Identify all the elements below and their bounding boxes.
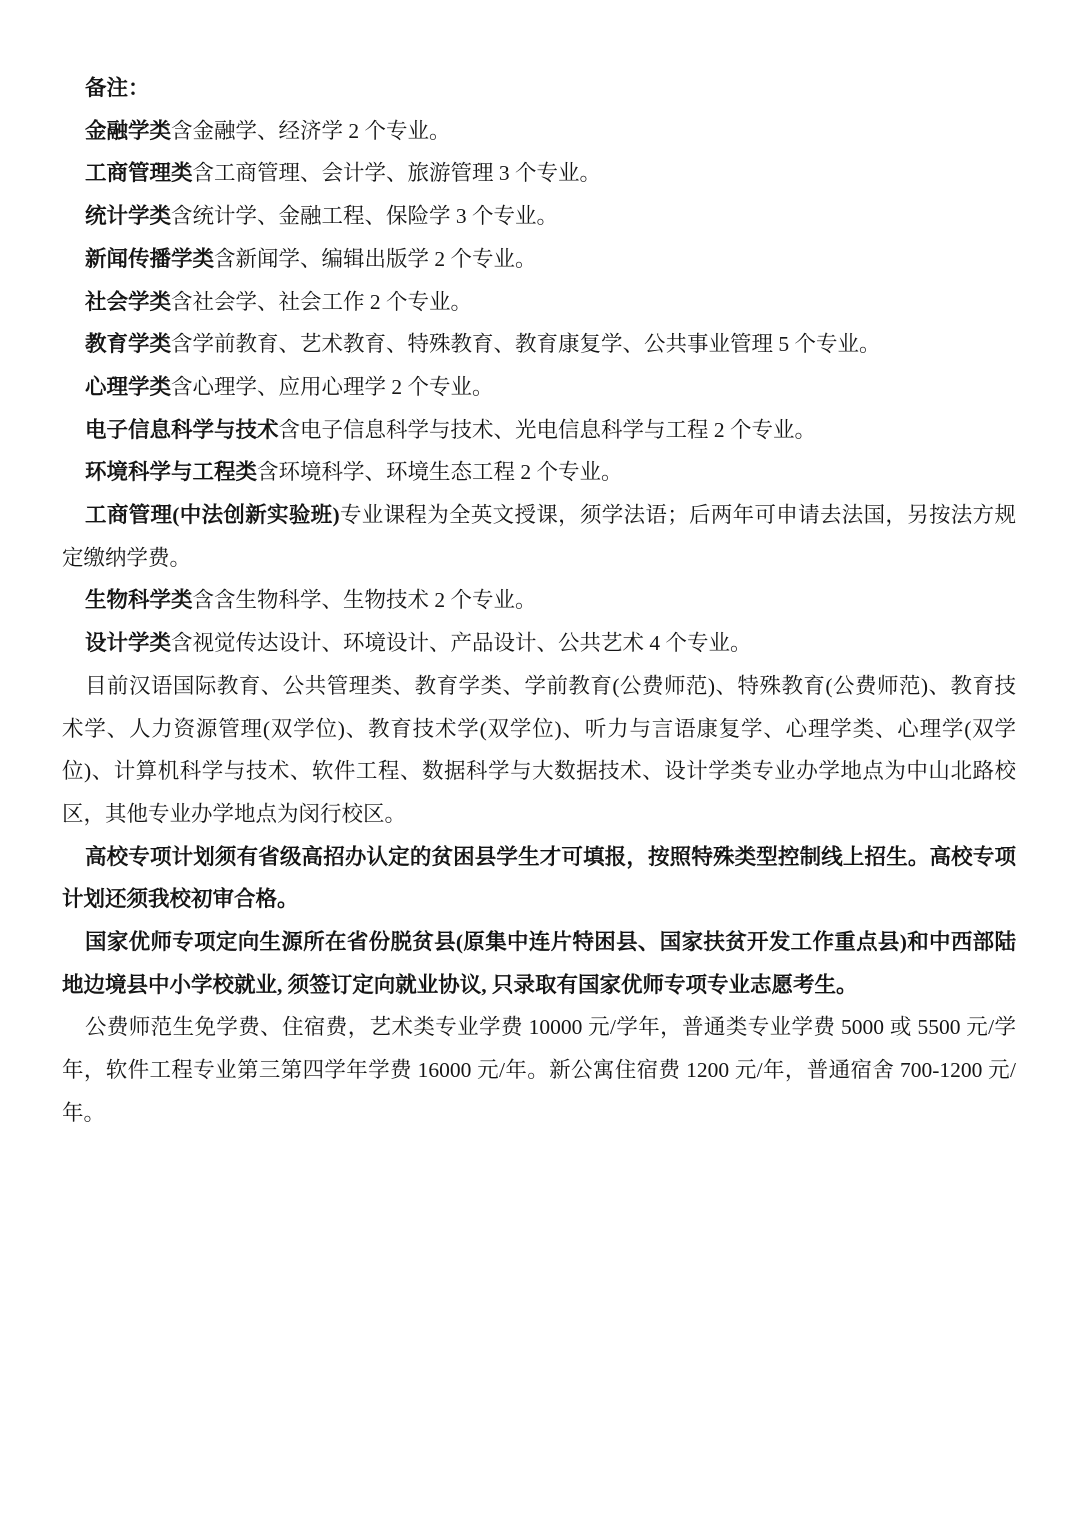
note-design-category [62, 622, 1016, 665]
note-biology-category [62, 579, 1016, 622]
note-text: 含视觉传达设计、环境设计、产品设计、公共艺术 4 个专业。 [171, 631, 752, 656]
note-finance-category [62, 110, 1016, 153]
note-text: 含工商管理、会计学、旅游管理 3 个专业。 [192, 161, 602, 186]
note-lead: 新闻传播学类 [85, 246, 215, 271]
note-text: 含电子信息科学与技术、光电信息科学与工程 2 个专业。 [278, 417, 817, 442]
note-text: 公费师范生免学费、住宿费，艺术类专业学费 10000 元/学年，普通类专业学费 5000 或 5500 元/学年，软件工程专业第三第四学年学费 16000 元/年。新公寓住宿费 1200 元/年，普通宿舍 700-1200 元/年。 [62, 1015, 1016, 1125]
notes-title [62, 67, 1016, 110]
note-lead: 教育学类 [85, 332, 172, 357]
note-lead: 工商管理类 [85, 161, 193, 186]
note-lead: 工商管理(中法创新实验班) [85, 503, 340, 528]
note-lead: 高校专项计划须有省级高招办认定的贫困县学生才可填报，按照特殊类型控制线上招生。高校专项计划还须我校初审合格。 [62, 844, 1016, 912]
note-text: 含金融学、经济学 2 个专业。 [171, 118, 451, 143]
note-lead: 环境科学与工程类 [85, 460, 258, 485]
note-text: 含心理学、应用心理学 2 个专业。 [171, 374, 494, 399]
note-text: 含统计学、金融工程、保险学 3 个专业。 [171, 204, 559, 229]
note-national-teacher-program [62, 921, 1016, 1006]
note-campus-locations [62, 665, 1016, 836]
note-psychology-category [62, 366, 1016, 409]
note-sociology-category [62, 281, 1016, 324]
note-lead: 心理学类 [85, 374, 172, 399]
note-journalism-category [62, 238, 1016, 281]
note-text: 含学前教育、艺术教育、特殊教育、教育康复学、公共事业管理 5 个专业。 [171, 332, 881, 357]
note-text: 含新闻学、编辑出版学 2 个专业。 [214, 246, 537, 271]
note-lead: 社会学类 [85, 289, 172, 314]
note-text: 含环境科学、环境生态工程 2 个专业。 [257, 460, 623, 485]
note-tuition-fees [62, 1006, 1016, 1134]
note-special-admission-program [62, 836, 1016, 921]
note-education-category [62, 323, 1016, 366]
note-business-french-class [62, 494, 1016, 579]
note-environment-category [62, 451, 1016, 494]
note-lead: 设计学类 [85, 631, 172, 656]
notes-title-text: 备注： [85, 76, 150, 100]
note-business-category [62, 152, 1016, 195]
note-lead: 电子信息科学与技术 [85, 417, 279, 442]
note-text: 专业课程为全英文授课，须学法语；后两年可申请去法国，另按法方规定缴纳学费。 [62, 503, 1016, 570]
note-text: 含社会学、社会工作 2 个专业。 [171, 289, 473, 314]
note-lead: 统计学类 [85, 204, 172, 229]
note-text: 含含生物科学、生物技术 2 个专业。 [192, 588, 537, 613]
note-lead: 生物科学类 [85, 588, 193, 613]
note-text: 目前汉语国际教育、公共管理类、教育学类、学前教育(公费师范)、特殊教育(公费师范)、教育技术学、人力资源管理(双学位)、教育技术学(双学位)、听力与言语康复学、心理学类、心理学(双学位)、计算机科学与技术、软件工程、数据科学与大数据技术、设计学类专业办学地点为中山北路校区，其他专业办学地点为闵行校区。 [62, 673, 1016, 826]
note-electronic-info-category [62, 409, 1016, 452]
note-statistics-category [62, 195, 1016, 238]
note-lead: 金融学类 [85, 118, 172, 143]
note-lead: 国家优师专项定向生源所在省份脱贫县(原集中连片特困县、国家扶贫开发工作重点县)和中西部陆地边境县中小学校就业, 须签订定向就业协议, 只录取有国家优师专项专业志愿考生。 [62, 930, 1016, 997]
